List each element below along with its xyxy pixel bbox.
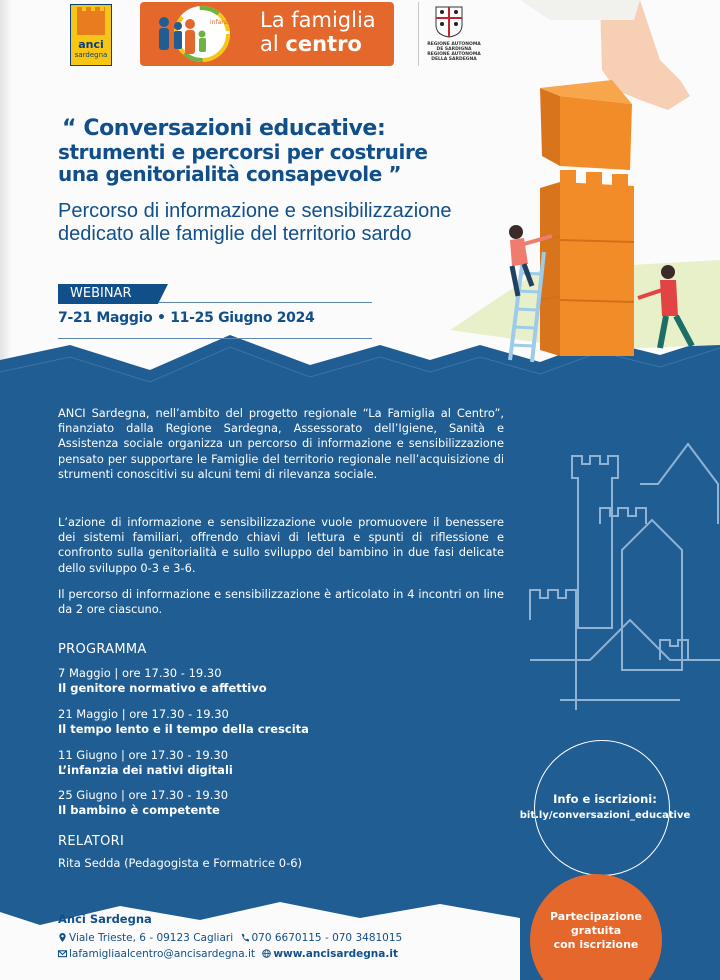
footer-address: Viale Trieste, 6 - 09123 Cagliari [69,932,234,944]
famiglia-line2b: centro [285,32,362,56]
regione-line3: REGIONE AUTONOMA [427,52,481,57]
info-title: Info e iscrizioni: [553,792,657,806]
anci-sardegna-logo [70,4,112,66]
program-item-title: L’infanzia dei nativi digitali [58,763,233,777]
tower-icon [77,11,105,35]
building-blocks-illustration [420,0,720,380]
globe-icon [262,949,271,958]
info-circle [534,740,670,876]
speakers-heading: RELATORI [58,834,125,849]
mail-icon [58,949,67,958]
free-participation-text [530,910,662,952]
program-item [58,707,418,737]
infanzia-label: infanzia [210,19,234,26]
divider-bottom [58,338,372,339]
page-title [58,116,498,185]
divider-top [158,302,372,303]
famiglia-line1: La famiglia [260,8,376,32]
intro-paragraph-1: ANCI Sardegna, nell’ambito del progetto regionale “La Famiglia al Centro”, finanziato dalla Regione Sardegna, Assessorato dell’Igiene, Sanità e Assistenza sociale organizza un percorso di informazione e sensibilizzazione pensato per supportare le Famiglie del territorio regionale nell’acquisizione di strumenti conoscitivi su alcuni temi di rilevanza sociale. [58,406,504,481]
program-item-date: 11 Giugno | ore 17.30 - 19.30 [58,748,229,762]
intro-paragraph-2: L’azione di informazione e sensibilizzazione vuole promuovere il benessere dei sistemi familiari, offrendo chiavi di lettura e spunti di riflessione e confronto sulla genitorialità e sullo sviluppo del bambino in due fasi delicate dello sviluppo 0-3 e 3-6. [58,515,504,575]
page-subtitle [58,200,518,246]
webinar-badge: WEBINAR [58,284,158,304]
program-item [58,788,418,818]
free-line2: gratuita [570,924,622,937]
program-item-date: 21 Maggio | ore 17.30 - 19.30 [58,707,229,721]
regione-line1: REGIONE AUTONOMA [427,42,481,47]
footer-web-line [58,948,398,960]
program-item-title: Il bambino è competente [58,803,220,817]
anci-logo-region: sardegna [74,51,108,59]
program-item-date: 25 Giugno | ore 17.30 - 19.30 [58,788,229,802]
program-item-title: Il tempo lento e il tempo della crescita [58,722,309,736]
program-heading: PROGRAMMA [58,642,147,657]
regione-line2: DE SARDIGNA [436,47,472,52]
program-item [58,666,418,696]
footer-contact-line [58,932,402,944]
title-line1: “ Conversazioni educative: [62,116,386,141]
program-item [58,748,418,778]
title-line3: una genitorialità consapevole ” [58,162,402,186]
subtitle-line2: dedicato alle famiglie del territorio sardo [58,223,412,245]
subtitle-line1: Percorso di informazione e sensibilizzazione [58,200,452,222]
registration-link[interactable]: bit.ly/conversazioni_educative [519,810,691,821]
famiglia-line2a: al [260,32,286,56]
title-line2: strumenti e percorsi per costruire [58,140,428,164]
location-pin-icon [58,933,67,942]
famiglia-al-centro-logo [140,2,394,66]
anci-logo-text: anci [78,38,104,51]
speaker-name: Rita Sedda (Pedagogista e Formatrice 0-6) [58,856,303,870]
program-item-date: 7 Maggio | ore 17.30 - 19.30 [58,666,222,680]
regione-line4: DELLA SARDEGNA [431,57,477,62]
program-item-title: Il genitore normativo e affettivo [58,681,267,695]
famiglia-title [260,8,376,56]
free-line1: Partecipazione [550,910,642,923]
intro-paragraph-3: Il percorso di informazione e sensibilizzazione è articolato in 4 incontri on line da 2 ore ciascuno. [58,587,504,617]
event-dates: 7-21 Maggio • 11-25 Giugno 2024 [58,310,315,326]
free-line3: con iscrizione [553,938,639,951]
footer-website[interactable]: www.ancisardegna.it [273,948,398,960]
footer-phones[interactable]: 070 6670115 - 070 3481015 [251,932,403,944]
footer-org: Anci Sardegna [58,912,152,926]
family-circle-icon [150,4,246,64]
footer-email[interactable]: lafamigliaalcentro@ancisardegna.it [69,948,255,960]
phone-icon [240,933,249,942]
